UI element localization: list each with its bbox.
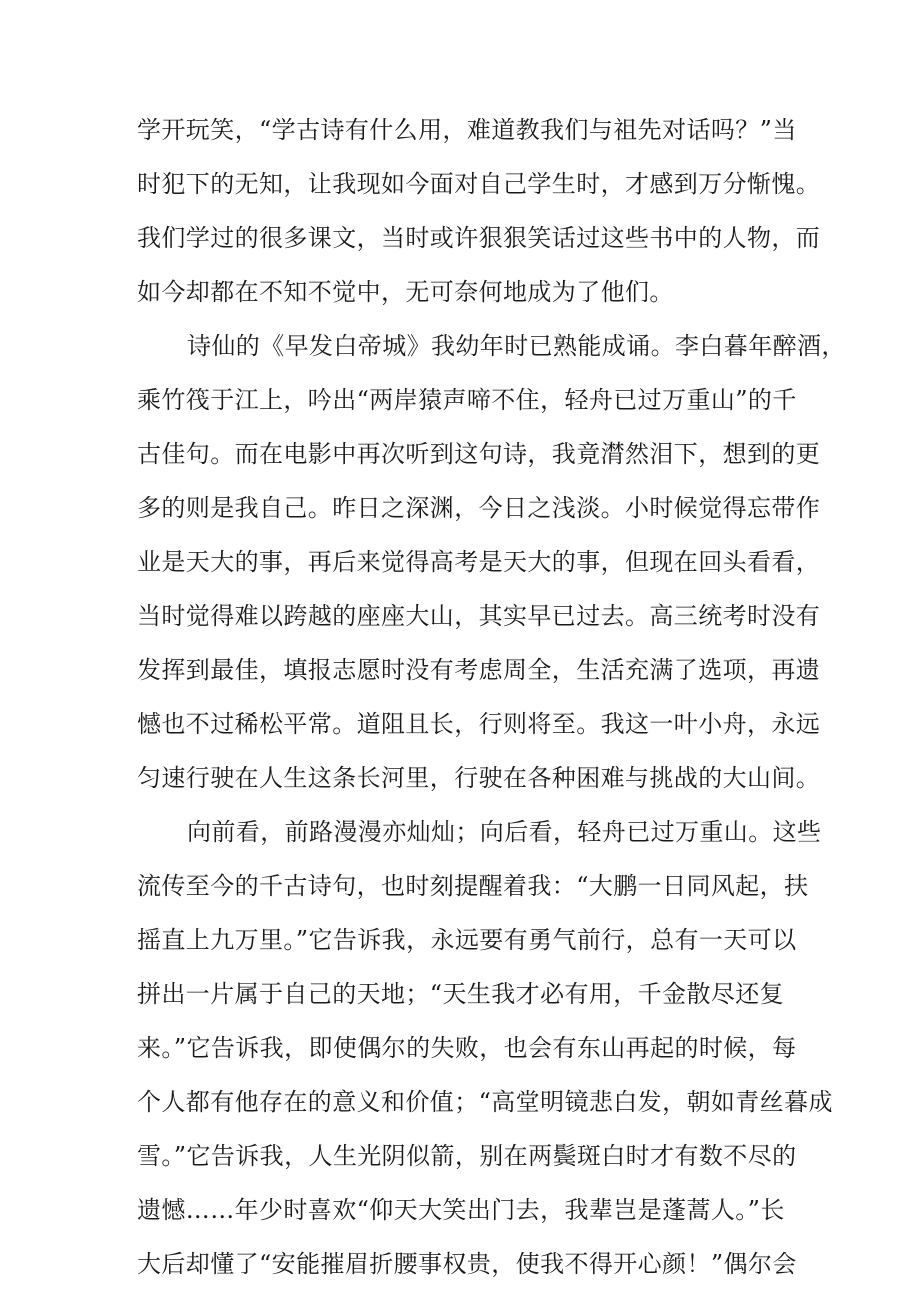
paragraph-3-line-1: 向前看，前路漫漫亦灿灿；向后看，轻舟已过万重山。这些	[187, 818, 822, 846]
paragraph-3-line-4: 拼出一片属于自己的天地；“天生我才必有用，千金散尽还复	[137, 980, 785, 1008]
paragraph-3-line-5: 来。”它告诉我，即使偶尔的失败，也会有东山再起的时候，每	[137, 1034, 797, 1062]
paragraph-1-line-3: 我们学过的很多课文，当时或许狠狠笑话过这些书中的人物，而	[137, 224, 821, 252]
paragraph-1-line-2: 时犯下的无知，让我现如今面对自己学生时，才感到万分惭愧。	[137, 170, 821, 198]
paragraph-2-line-9: 匀速行驶在人生这条长河里，行驶在各种困难与挑战的大山间。	[137, 764, 821, 792]
paragraph-2-line-8: 憾也不过稀松平常。道阻且长，行则将至。我这一叶小舟，永远	[137, 710, 821, 738]
paragraph-2-line-1: 诗仙的《早发白帝城》我幼年时已熟能成诵。李白暮年醉酒，	[187, 332, 846, 360]
paragraph-3-line-9: 大后却懂了“安能摧眉折腰事权贵，使我不得开心颜！”偶尔会	[137, 1250, 797, 1278]
paragraph-2-line-4: 多的则是我自己。昨日之深渊，今日之浅淡。小时候觉得忘带作	[137, 494, 821, 522]
paragraph-3-line-7: 雪。”它告诉我，人生光阴似箭，别在两鬓斑白时才有数不尽的	[137, 1142, 797, 1170]
paragraph-1-line-1: 学开玩笑，“学古诗有什么用，难道教我们与祖先对话吗？”当	[137, 116, 797, 144]
paragraph-2-line-7: 发挥到最佳，填报志愿时没有考虑周全，生活充满了选项，再遗	[137, 656, 821, 684]
paragraph-3-line-2: 流传至今的千古诗句，也时刻提醒着我：“大鹏一日同风起，扶	[137, 872, 809, 900]
essay-body	[137, 103, 846, 1291]
paragraph-2-line-3: 古佳句。而在电影中再次听到这句诗，我竟潸然泪下，想到的更	[137, 440, 821, 468]
paragraph-3-line-3: 摇直上九万里。”它告诉我，永远要有勇气前行，总有一天可以	[137, 926, 797, 954]
paragraph-2-line-6: 当时觉得难以跨越的座座大山，其实早已过去。高三统考时没有	[137, 602, 821, 630]
paragraph-2-line-5: 业是天大的事，再后来觉得高考是天大的事，但现在回头看看，	[137, 548, 821, 576]
paragraph-3-line-8: 遗憾……年少时喜欢“仰天大笑出门去，我辈岂是蓬蒿人。”长	[137, 1196, 785, 1224]
paragraph-3-line-6: 个人都有他存在的意义和价值；“高堂明镜悲白发，朝如青丝暮成	[137, 1088, 833, 1116]
paragraph-1-line-4: 如今却都在不知不觉中，无可奈何地成为了他们。	[137, 278, 674, 306]
paragraph-2-line-2: 乘竹筏于江上，吟出“两岸猿声啼不住，轻舟已过万重山”的千	[137, 386, 797, 414]
